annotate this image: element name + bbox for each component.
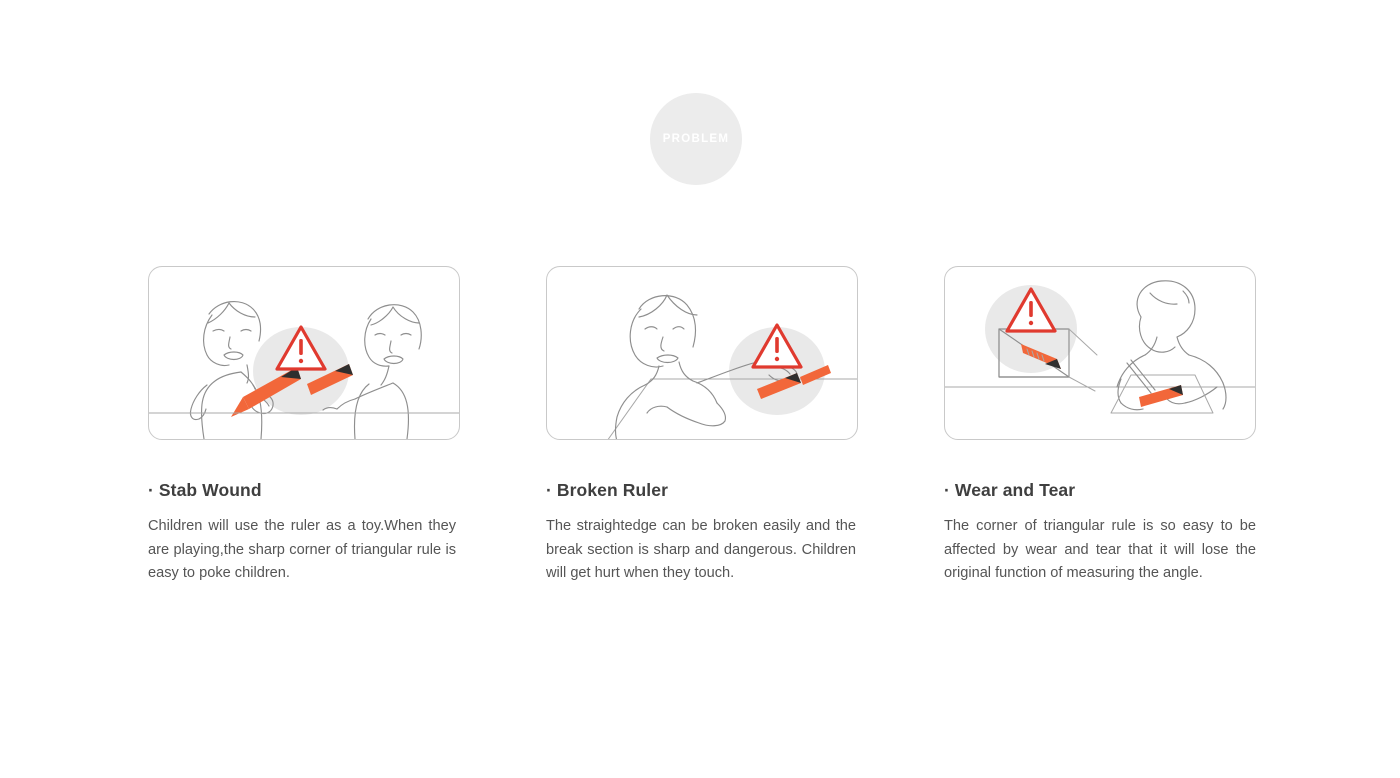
card-title: · Wear and Tear [944,480,1076,500]
card-title: · Stab Wound [148,480,262,500]
problem-card-stab-wound [148,266,460,586]
broken-ruler-drawing [547,267,858,440]
problem-cards-container [0,266,1400,646]
card-body: The corner of triangular rule is so easy to be affected by wear and tear that it will lose the original function of measuring the angle. [944,518,1256,581]
stab-wound-drawing [149,267,460,440]
card-body: The straightedge can be broken easily and the break section is sharp and dangerous. Children will get hurt when they touch. [546,518,856,581]
illustration-broken-ruler [546,266,858,440]
card-title: · Broken Ruler [546,480,668,500]
problem-badge-label: PROBLEM [662,133,730,145]
problem-card-wear-and-tear [944,266,1256,586]
illustration-stab-wound [148,266,460,440]
illustration-wear-and-tear [944,266,1256,440]
problem-badge [650,93,742,185]
problem-card-broken-ruler [546,266,858,586]
card-body: Children will use the ruler as a toy.When they are playing,the sharp corner of triangular rule is easy to poke children. [148,518,456,581]
wear-and-tear-drawing [945,267,1256,440]
